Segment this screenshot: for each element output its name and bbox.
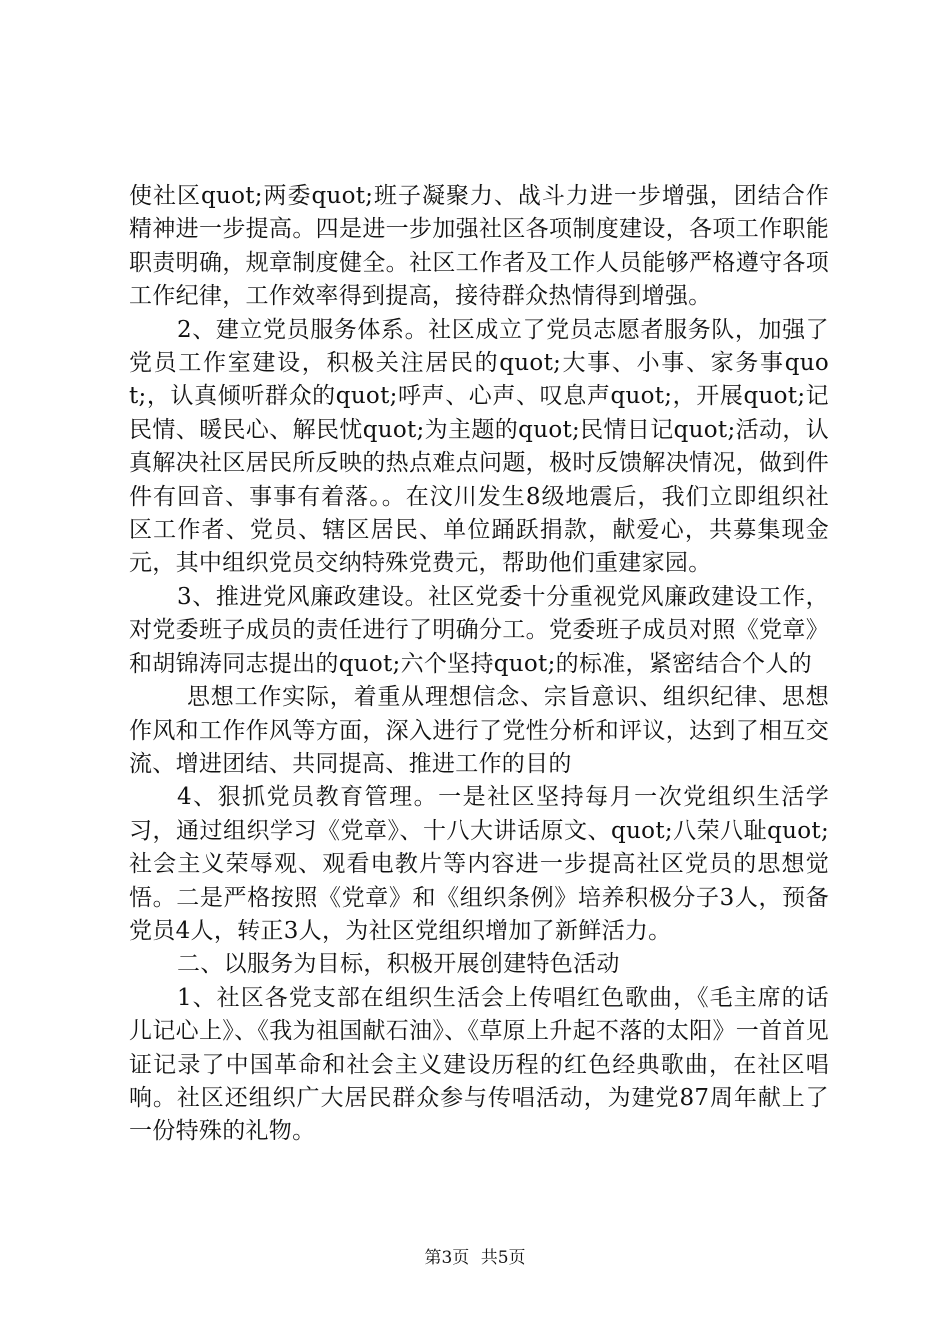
paragraph-5: 4、狠抓党员教育管理。一是社区坚持每月一次党组织生活学习，通过组织学习《党章》、十八大讲话原文、quot;八荣八耻quot;社会主义荣辱观、观看电教片等内容进一步提高社区党员的思想觉悟。二是严格按照《党章》和《组织条例》培养积极分子3人，预备党员4人，转正3人，为社区党组织增加了新鲜活力。 xyxy=(129,784,829,944)
page-number: 第3页 xyxy=(424,1248,470,1268)
paragraph-1: 使社区quot;两委quot;班子凝聚力、战斗力进一步增强，团结合作精神进一步提高。四是进一步加强社区各项制度建设，各项工作职能职责明确，规章制度健全。社区工作者及工作人员能够严格遵守各项工作纪律，工作效率得到提高，接待群众热情得到增强。 xyxy=(129,183,829,310)
section-heading: 二、以服务为目标，积极开展创建特色活动 xyxy=(177,951,620,978)
page-total: 共5页 xyxy=(480,1248,526,1268)
page-footer xyxy=(0,1243,950,1268)
paragraph-2: 2、建立党员服务体系。社区成立了党员志愿者服务队，加强了党员工作室建设，积极关注居民的quot;大事、小事、家务事quot;，认真倾听群众的quot;呼声、心声、叹息声quot;，开展quot;记民情、暖民心、解民忧quot;为主题的quot;民情日记quot;活动，认真解决社区居民所反映的热点难点问题，极时反馈解决情况，做到件件有回音、事事有着落。。在汶川发生8级地震后，我们立即组织社区工作者、党员、辖区居民、单位踊跃捐款，献爱心，共募集现金元，其中组织党员交纳特殊党费元，帮助他们重建家园。 xyxy=(129,316,829,577)
paragraph-3: 3、推进党风廉政建设。社区党委十分重视党风廉政建设工作，对党委班子成员的责任进行了明确分工。党委班子成员对照《党章》和胡锦涛同志提出的quot;六个坚持quot;的标准，紧密结合个人的 xyxy=(129,583,829,677)
paragraph-4: 思想工作实际，着重从理想信念、宗旨意识、组织纪律、思想作风和工作作风等方面，深入进行了党性分析和评议，达到了相互交流、增进团结、共同提高、推进工作的目的 xyxy=(129,684,829,777)
document-body xyxy=(129,180,829,1149)
paragraph-6: 1、社区各党支部在组织生活会上传唱红色歌曲，《毛主席的话儿记心上》、《我为祖国献石油》、《草原上升起不落的太阳》一首首见证记录了中国革命和社会主义建设历程的红色经典歌曲，在社区唱响。社区还组织广大居民群众参与传唱活动，为建党87周年献上了一份特殊的礼物。 xyxy=(129,984,829,1145)
